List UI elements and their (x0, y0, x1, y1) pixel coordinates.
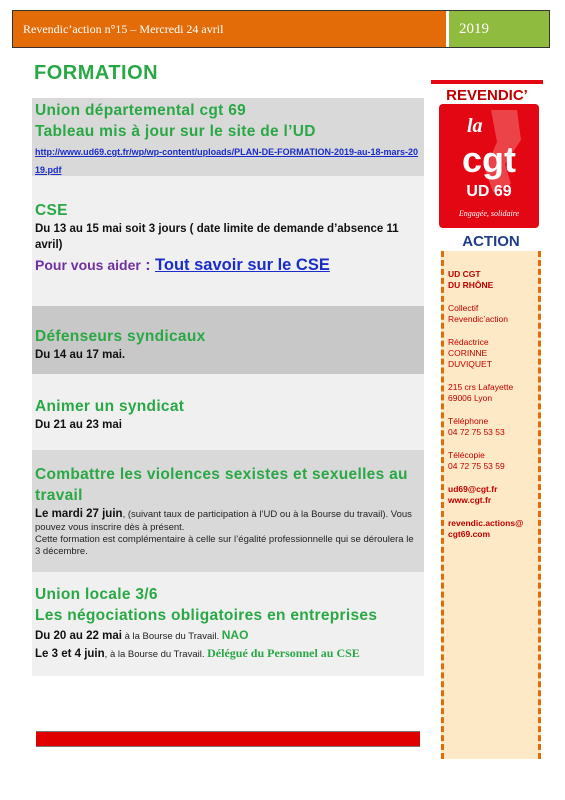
issue-year: 2019 (449, 11, 549, 47)
animer-title: Animer un syndicat (35, 398, 185, 415)
web-block (448, 484, 532, 506)
ul-line2-date: Le 3 et 4 juin (35, 648, 105, 660)
footer-red-bar (36, 731, 420, 747)
help-sep: : (140, 257, 156, 274)
cse-guide-link[interactable]: Tout savoir sur le CSE (155, 256, 330, 274)
issue-title: Revendic’action n°15 – Mercredi 24 avril (13, 11, 449, 47)
newsletter-header (12, 10, 550, 48)
nao-tag: NAO (221, 628, 249, 642)
cse-section (32, 176, 424, 306)
fax-number: 04 72 75 53 59 (448, 461, 505, 471)
defenseurs-dates: Du 14 au 17 mai. (35, 349, 126, 361)
phone-label: Téléphone (448, 416, 489, 426)
phone-block (448, 416, 532, 438)
email-ud69-link[interactable]: ud69@cgt.fr (448, 484, 498, 494)
dp-tag: Délégué du Personnel au CSE (207, 646, 360, 660)
defenseurs-title: Défenseurs syndicaux (35, 328, 206, 345)
violences-text1: , (suivant taux de participation à l’UD ou à la Bourse du travail). Vous pouvez vous inscrire dès à présent. (35, 509, 412, 533)
ul-line1-date: Du 20 au 22 mai (35, 630, 122, 642)
cse-dates: Du 13 au 15 mai soit 3 jours ( date limite de demande d’absence 11 avril) (35, 223, 399, 251)
revendic-email-line2: cgt69.com (448, 529, 491, 539)
ul-line1 (35, 626, 420, 644)
org-block (448, 269, 532, 291)
redactrice-name: CORINNE DUVIQUET (448, 348, 492, 369)
org-line2: DU RHÔNE (448, 280, 494, 290)
collectif-block (448, 303, 532, 325)
plan-formation-link[interactable]: http://www.ud69.cgt.fr/wp/wp-content/uploads/PLAN-DE-FORMATION-2019-au-18-mars-2019.pdf (35, 147, 419, 175)
revendic-email-block[interactable] (448, 518, 532, 540)
violences-section (32, 450, 424, 572)
address-line2: 69006 Lyon (448, 393, 493, 403)
help-label: Pour vous aider (35, 257, 141, 273)
redactrice-block (448, 337, 532, 370)
ul-subtitle: Les négociations obligatoires en entreprises (35, 607, 378, 624)
address-line1: 215 crs Lafayette (448, 382, 514, 392)
animer-dates: Du 21 au 23 mai (35, 419, 122, 431)
logo-cgt: cgt (462, 139, 516, 180)
logo-la: la (467, 115, 483, 137)
cgt-logo (431, 80, 543, 252)
ud-subtitle: Tableau mis à jour sur le site de l’UD (35, 123, 316, 140)
ul-section (32, 572, 424, 676)
page-title: FORMATION (34, 62, 159, 84)
fax-block (448, 450, 532, 472)
ud-section (32, 98, 424, 176)
logo-bottom-text: ACTION (462, 233, 520, 250)
contact-sidebar (441, 251, 541, 759)
violences-title: Combattre les violences sexistes et sexuelles au travail (35, 466, 408, 504)
phone-number: 04 72 75 53 53 (448, 427, 505, 437)
ud-title: Union départemental cgt 69 (35, 102, 247, 119)
violences-text2: Cette formation est complémentaire à celle sur l’égalité professionnelle qui se déroulera le 3 décembre. (35, 534, 414, 557)
violences-text (35, 506, 420, 534)
ul-line2-text: , à la Bourse du Travail. (104, 649, 208, 660)
cse-title: CSE (35, 202, 68, 219)
logo-top-text: REVENDIC’ (446, 87, 528, 104)
sidebar-logo (431, 80, 543, 257)
fax-label: Télécopie (448, 450, 485, 460)
defenseurs-section (32, 306, 424, 374)
ul-title: Union locale 3/6 (35, 586, 158, 603)
website-link[interactable]: www.cgt.fr (448, 495, 492, 505)
revendic-email-line1: revendic.actions@ (448, 518, 524, 528)
logo-slogan: Engagée, solidaire (458, 209, 520, 218)
address-block (448, 382, 532, 404)
redactrice-label: Rédactrice (448, 337, 489, 347)
logo-ud69: UD 69 (466, 183, 512, 200)
org-line1: UD CGT (448, 269, 481, 279)
cse-help (35, 256, 420, 275)
ul-line2 (35, 644, 420, 662)
formation-list (32, 98, 424, 676)
animer-section (32, 374, 424, 450)
ul-line1-text: à la Bourse du Travail. (121, 631, 222, 642)
collectif-line1: Collectif (448, 303, 479, 313)
collectif-line2: Revendic’action (448, 314, 509, 324)
violences-date: Le mardi 27 juin (35, 508, 123, 520)
